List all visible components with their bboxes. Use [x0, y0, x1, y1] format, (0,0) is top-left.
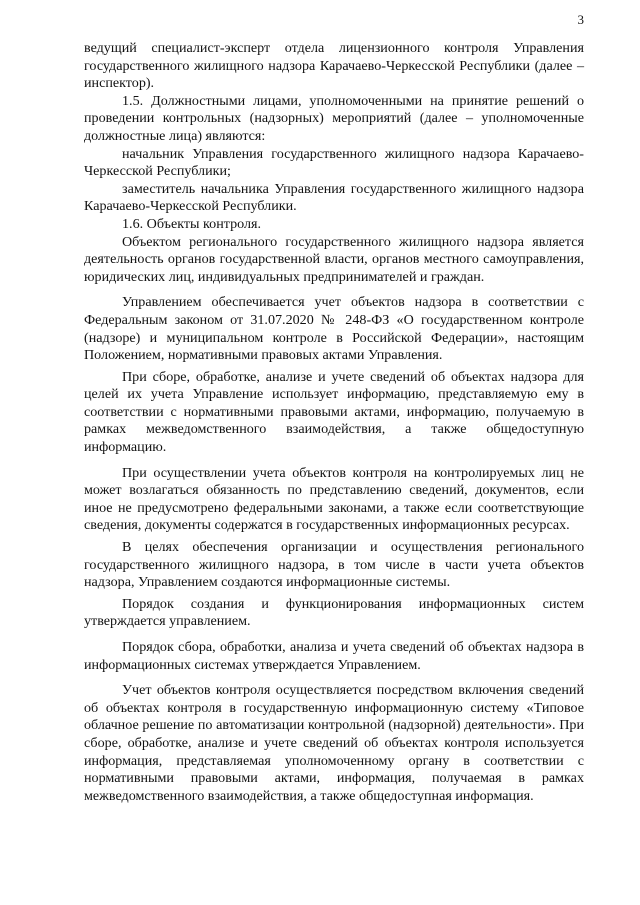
paragraph-no-obligation: При осуществлении учета объектов контроля на контролируемых лиц не может возлагаться обязанность по представлению сведений, документов, если иное не предусмотрено федеральными законами, а также если соответствующие сведения, документы содержатся в государственных информационных ресурсах. [84, 464, 584, 534]
document-body [84, 40, 584, 805]
paragraph-inspector: ведущий специалист-эксперт отдела лицензионного контроля Управления государственного жилищного надзора Карачаево-Черкесской Республики (далее – инспектор). [84, 40, 584, 92]
paragraph-information-collection: При сборе, обработке, анализе и учете сведений об объектах надзора для целей их учета Управление использует информацию, представляемую ему в соответствии с нормативными правовыми актами, информацию, получаемую в рамках межведомственного взаимодействия, а также общедоступную информацию. [84, 368, 584, 456]
paragraph-data-procedure: Порядок сбора, обработки, анализа и учета сведений об объектах надзора в информационных системах утверждается Управлением. [84, 639, 584, 673]
page-number: 3 [577, 12, 584, 27]
section-1-6-heading: 1.6. Объекты контроля. [122, 215, 262, 232]
paragraph-deputy-head: заместитель начальника Управления государственного жилищного надзора Карачаево-Черкесской Республики. [84, 180, 584, 215]
paragraph-accounting-of-objects: Управлением обеспечивается учет объектов надзора в соответствии с Федеральным законом от 31.07.2020 № 248-ФЗ «О государственном контроле (надзоре) и муниципальном контроле в Российской Федерации», настоящим Положением, нормативными правовых актами Управления. [84, 294, 584, 364]
paragraph-head-of-department: начальник Управления государственного жилищного надзора Карачаево-Черкесской Республики; [84, 145, 584, 180]
paragraph-information-systems: В целях обеспечения организации и осуществления регионального государственного жилищного надзора, в том числе в части учета объектов надзора, Управлением создаются информационные системы. [84, 539, 584, 591]
paragraph-cloud-solution: Учет объектов контроля осуществляется посредством включения сведений об объектах контроля в государственную информационную систему «Типовое облачное решение по автоматизации контрольной (надзорной) деятельности». При сборе, обработке, анализе и учете сведений об объектах контроля используется информация, представляемая уполномоченному органу в соответствии с нормативными правовыми актами, информация, получаемая в рамках межведомственного взаимодействия, а также общедоступная информация. [84, 682, 584, 804]
paragraph-systems-procedure: Порядок создания и функционирования информационных систем утверждается управлением. [84, 595, 584, 630]
paragraph-1-5-officials: 1.5. Должностными лицами, уполномоченными на принятие решений о проведении контрольных (надзорных) мероприятий (далее – уполномоченные должностные лица) являются: [84, 92, 584, 144]
paragraph-object-of-supervision: Объектом регионального государственного жилищного надзора является деятельность органов государственной власти, органов местного самоуправления, юридических лиц, индивидуальных предпринимателей и граждан. [84, 233, 584, 285]
